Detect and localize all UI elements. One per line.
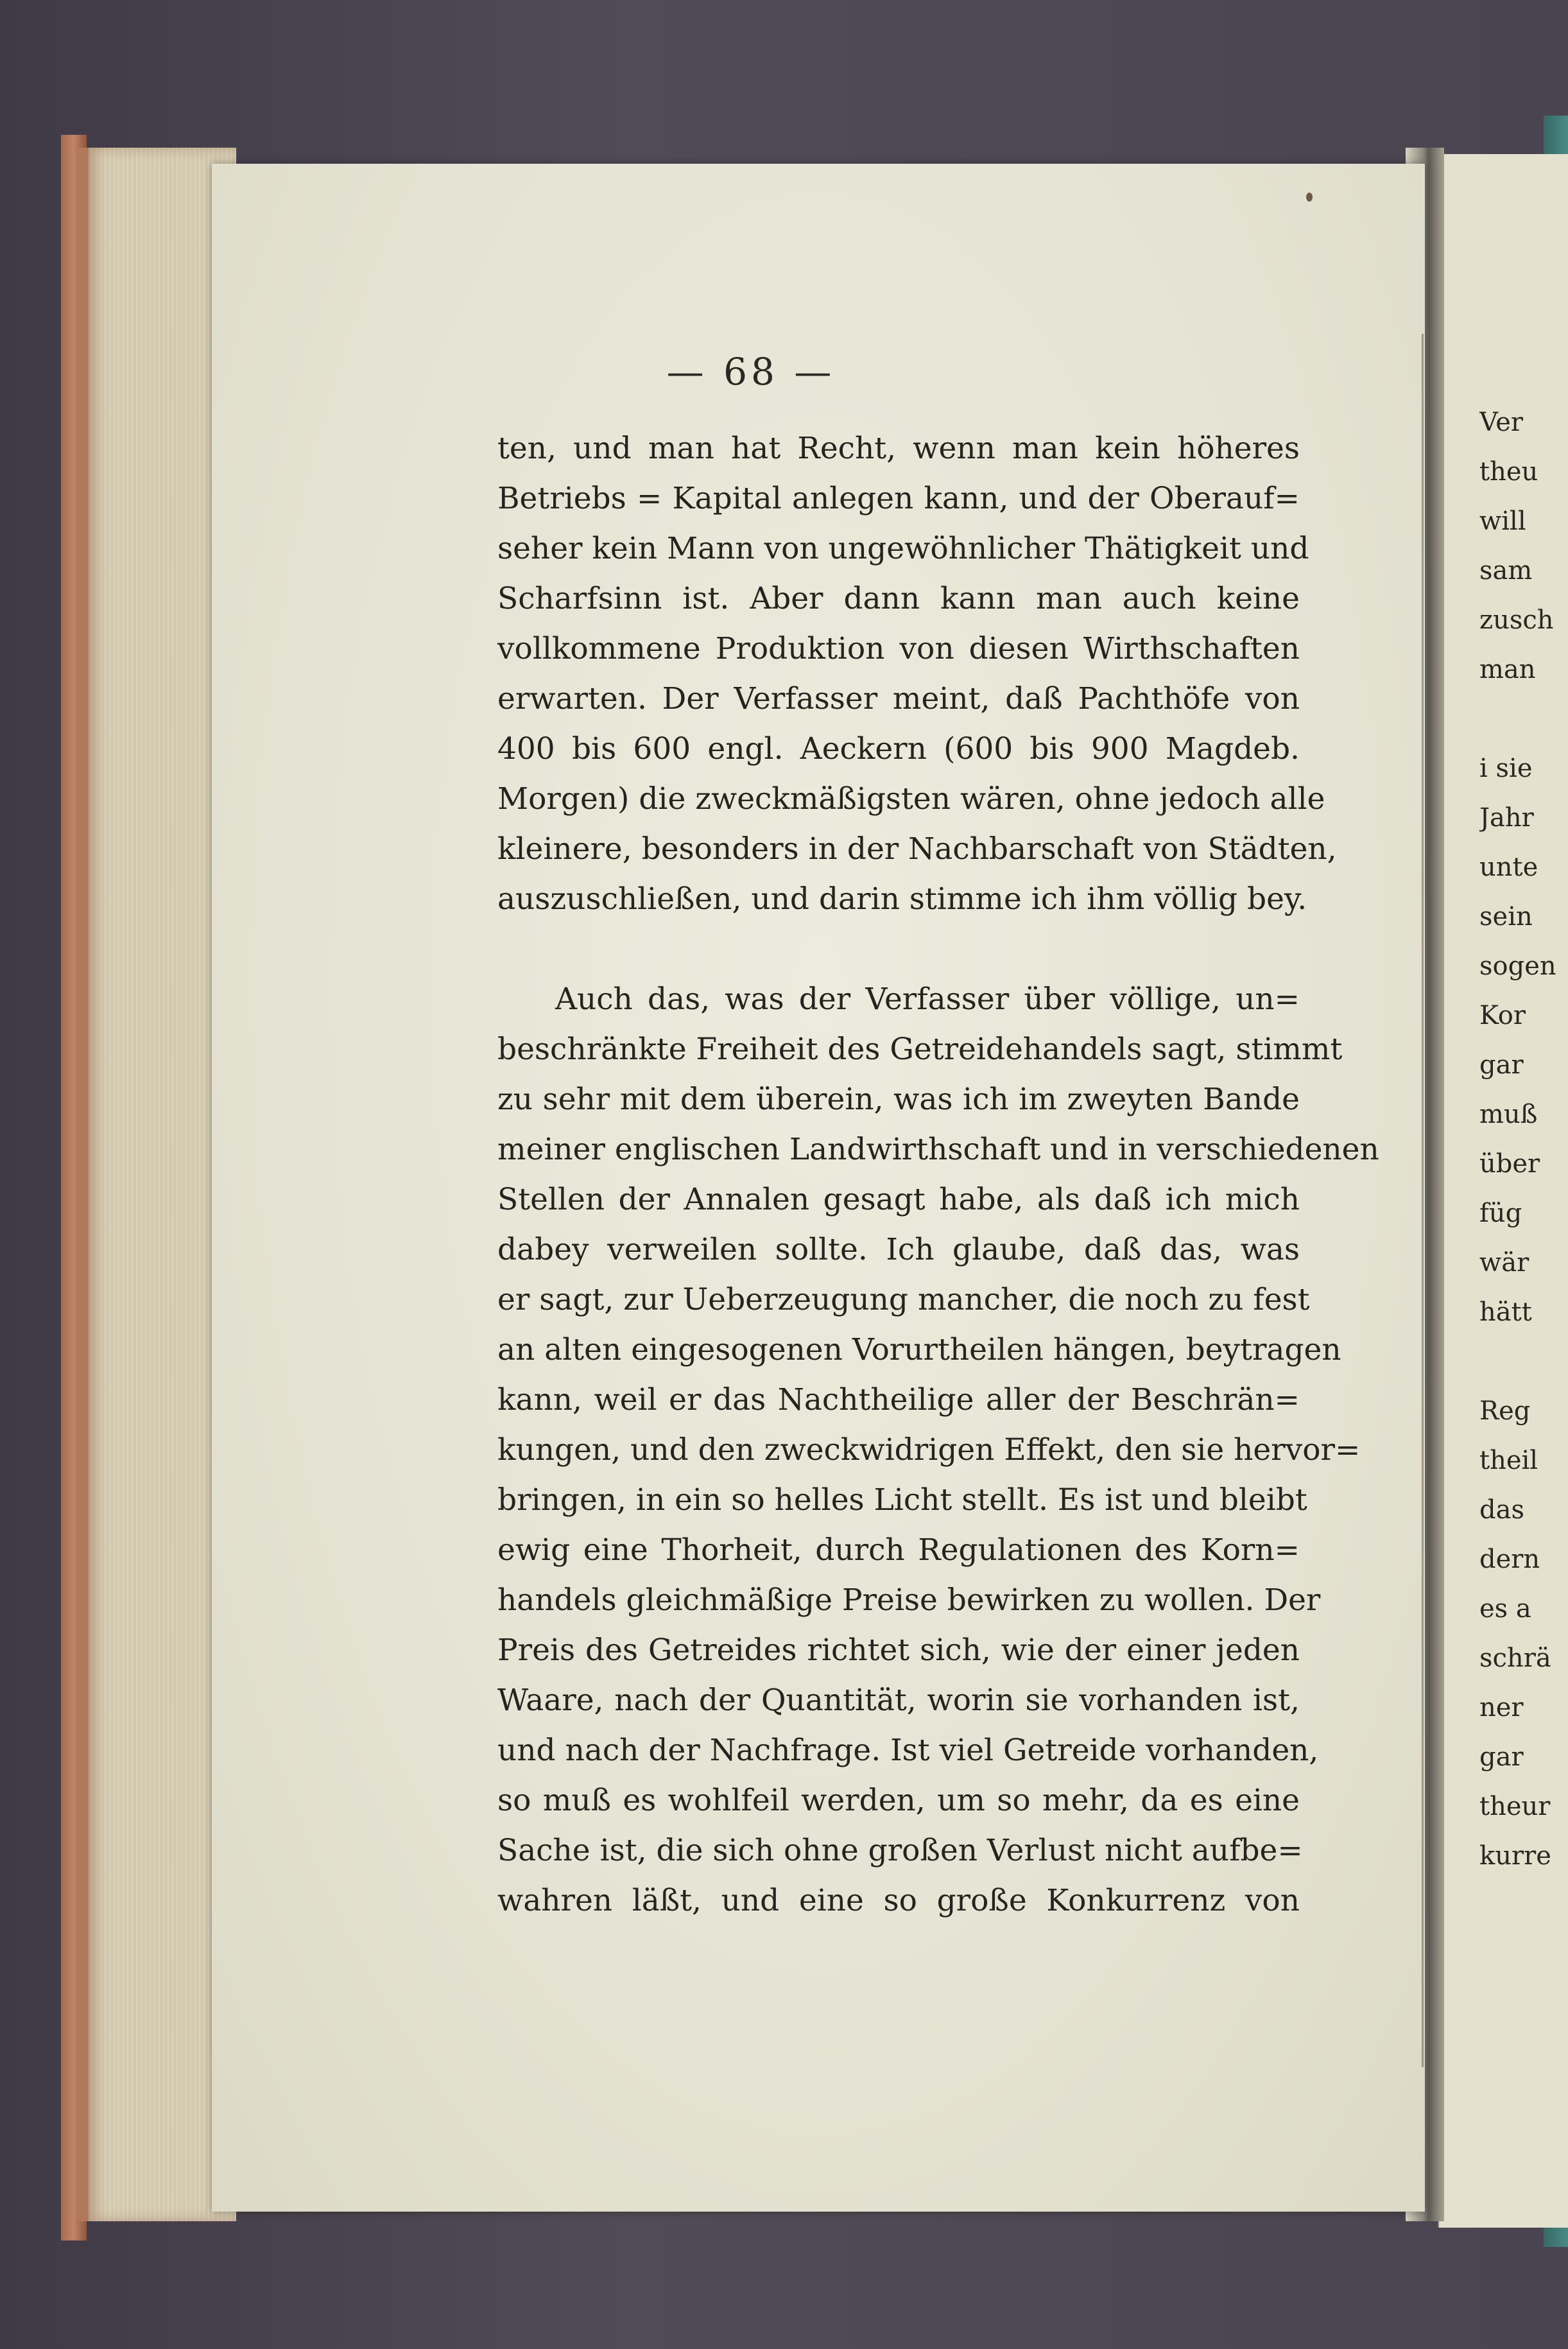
text-line: wahren läßt, und eine so große Konkurrenz von [497, 1883, 1300, 1918]
facing-page-line: sein [1479, 902, 1533, 932]
facing-page-line: gar [1479, 1050, 1524, 1080]
facing-page-line: will [1479, 507, 1526, 536]
facing-page-line: hätt [1479, 1297, 1532, 1327]
facing-page-line: Kor [1479, 1001, 1526, 1030]
text-line: kleinere, besonders in der Nachbarschaft von Städten, [497, 831, 1337, 867]
text-line: seher kein Mann von ungewöhnlicher Thätigkeit und [497, 531, 1309, 566]
facing-page-line: wär [1479, 1248, 1529, 1278]
text-line: Stellen der Annalen gesagt habe, als daß ich mich [497, 1182, 1300, 1217]
facing-page-line: über [1479, 1149, 1540, 1179]
text-line: kungen, und den zweckwidrigen Effekt, den sie hervor= [497, 1432, 1361, 1468]
text-line: so muß es wohlfeil werden, um so mehr, da es eine [497, 1783, 1300, 1818]
facing-page-line: Ver [1479, 408, 1524, 437]
facing-page-line: füg [1479, 1199, 1522, 1228]
facing-page-line: Reg [1479, 1396, 1531, 1426]
text-line: meiner englischen Landwirthschaft und in verschiedenen [497, 1132, 1379, 1167]
text-line: ten, und man hat Recht, wenn man kein höheres [497, 431, 1300, 466]
text-line: an alten eingesogenen Vorurtheilen hängen, beytragen [497, 1332, 1341, 1367]
facing-page-line: sam [1479, 556, 1533, 585]
text-line: Auch das, was der Verfasser über völlige, un= [555, 982, 1300, 1017]
paragraph-gap [497, 924, 1300, 975]
page-number: — 68 — [666, 350, 836, 394]
text-line: er sagt, zur Ueberzeugung mancher, die noch zu fest [497, 1282, 1310, 1317]
facing-page-line: ner [1479, 1693, 1524, 1722]
text-line: Preis des Getreides richtet sich, wie der einer jeden [497, 1633, 1300, 1668]
facing-page-line: es a [1479, 1594, 1531, 1624]
text-line: und nach der Nachfrage. Ist viel Getreide vorhanden, [497, 1733, 1319, 1768]
text-line: erwarten. Der Verfasser meint, daß Pachthöfe von [497, 681, 1300, 716]
facing-page-text [1479, 398, 1563, 1881]
facing-page-line: theur [1479, 1792, 1551, 1821]
text-line: Sache ist, die sich ohne großen Verlust nicht aufbe= [497, 1833, 1303, 1868]
facing-page-line: man [1479, 655, 1536, 684]
facing-page-line: kurre [1479, 1841, 1551, 1871]
text-line: Betriebs = Kapital anlegen kann, und der Oberauf= [497, 481, 1300, 516]
facing-page-line: dern [1479, 1545, 1540, 1574]
text-line: ewig eine Thorheit, durch Regulationen des Korn= [497, 1532, 1300, 1568]
text-line: Morgen) die zweckmäßigsten wären, ohne jedoch alle [497, 781, 1325, 817]
facing-page-line: theil [1479, 1446, 1538, 1475]
facing-page-line: theu [1479, 457, 1538, 487]
text-line: vollkommene Produktion von diesen Wirthschaften [497, 631, 1300, 666]
text-line: beschränkte Freiheit des Getreidehandels sagt, stimmt [497, 1032, 1343, 1067]
facing-page-line: schrä [1479, 1643, 1551, 1673]
text-line: dabey verweilen sollte. Ich glaube, daß das, was [497, 1232, 1300, 1267]
facing-page-line: i sie [1479, 754, 1533, 783]
text-line: auszuschließen, und darin stimme ich ihm völlig bey. [497, 881, 1307, 917]
page-text [497, 424, 1379, 1926]
page-crease [1422, 334, 1424, 2067]
facing-page-line: unte [1479, 853, 1538, 882]
facing-page-line: Jahr [1479, 803, 1534, 833]
facing-page-line: sogen [1479, 951, 1556, 981]
facing-page-line [1479, 695, 1563, 744]
facing-page-line: das [1479, 1495, 1524, 1525]
text-line: Waare, nach der Quantität, worin sie vorhanden ist, [497, 1683, 1300, 1718]
facing-page-line: zusch [1479, 605, 1554, 635]
ink-spot [1306, 193, 1313, 202]
facing-page-line [1479, 1337, 1563, 1387]
facing-page-line: gar [1479, 1742, 1524, 1772]
text-line: 400 bis 600 engl. Aeckern (600 bis 900 Magdeb. [497, 731, 1300, 767]
text-line: Scharfsinn ist. Aber dann kann man auch keine [497, 581, 1300, 616]
text-line: handels gleichmäßige Preise bewirken zu wollen. Der [497, 1582, 1321, 1618]
text-line: bringen, in ein so helles Licht stellt. Es ist und bleibt [497, 1482, 1307, 1518]
text-line: kann, weil er das Nachtheilige aller der Beschrän= [497, 1382, 1300, 1417]
text-line: zu sehr mit dem überein, was ich im zweyten Bande [497, 1082, 1300, 1117]
facing-page-line: muß [1479, 1100, 1538, 1129]
